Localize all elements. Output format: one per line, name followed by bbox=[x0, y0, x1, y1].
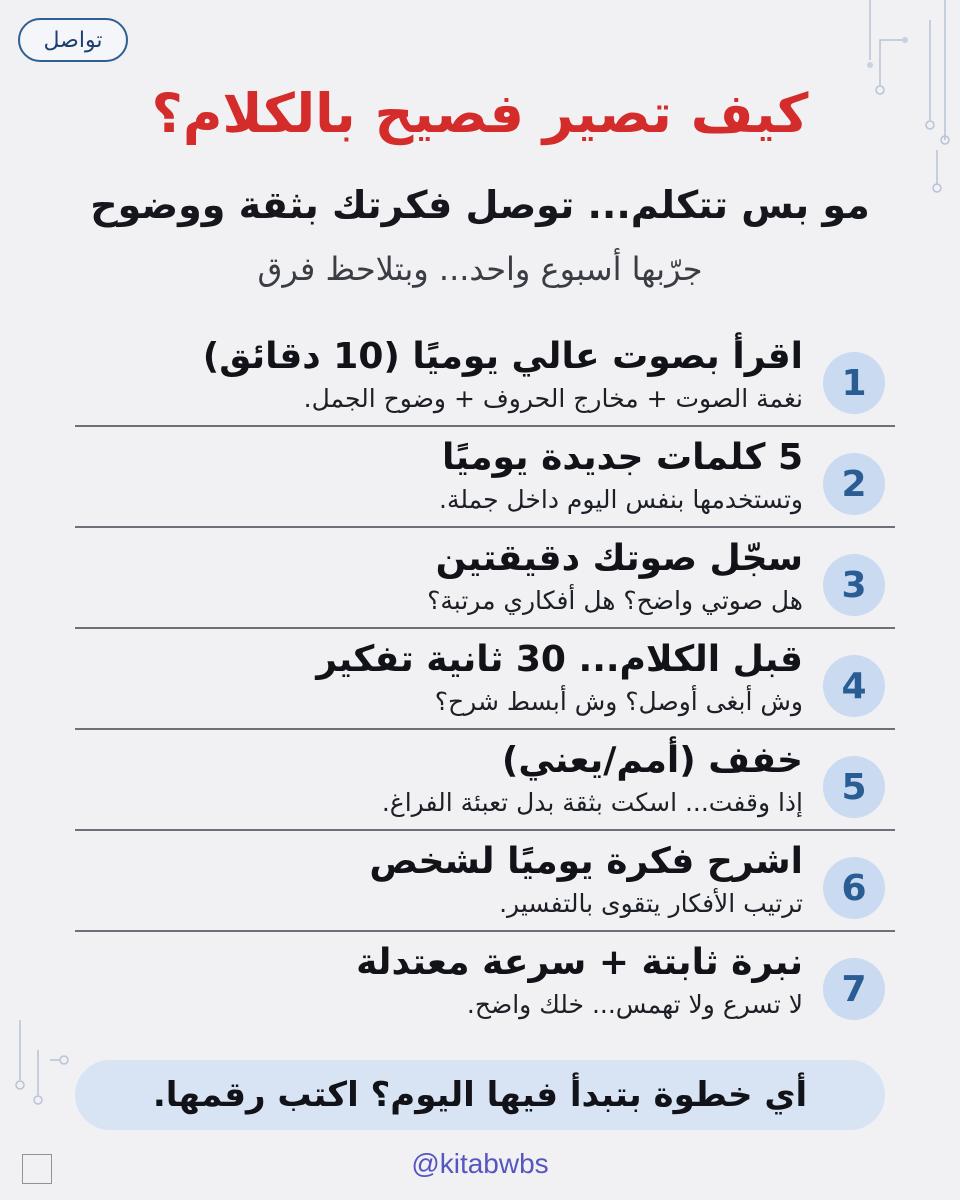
page-subtitle: مو بس تتكلم... توصل فكرتك بثقة ووضوح bbox=[90, 183, 870, 227]
step-description: هل صوتي واضح؟ هل أفكاري مرتبة؟ bbox=[427, 586, 803, 615]
step-number-badge: 1 bbox=[823, 352, 885, 414]
step-description: وتستخدمها بنفس اليوم داخل جملة. bbox=[439, 485, 803, 514]
step-title: قبل الكلام... 30 ثانية تفكير bbox=[316, 639, 803, 680]
page-title: كيف تصير فصيح بالكلام؟ bbox=[151, 82, 809, 145]
step-title: 5 كلمات جديدة يوميًا bbox=[441, 437, 803, 478]
step-description: وش أبغى أوصل؟ وش أبسط شرح؟ bbox=[434, 687, 803, 716]
step-number-badge: 6 bbox=[823, 857, 885, 919]
step-item bbox=[75, 326, 895, 427]
step-item bbox=[75, 528, 895, 629]
page-tagline: جرّبها أسبوع واحد... وبتلاحظ فرق bbox=[257, 250, 703, 288]
step-title: نبرة ثابتة + سرعة معتدلة bbox=[356, 942, 803, 983]
step-item bbox=[75, 730, 895, 831]
brand-label: تواصل bbox=[43, 27, 103, 53]
step-description: لا تسرع ولا تهمس... خلك واضح. bbox=[466, 990, 803, 1019]
step-description: نغمة الصوت + مخارج الحروف + وضوح الجمل. bbox=[303, 384, 803, 413]
step-title: اقرأ بصوت عالي يوميًا (10 دقائق) bbox=[202, 336, 803, 377]
step-number-badge: 5 bbox=[823, 756, 885, 818]
corner-square-decoration bbox=[22, 1154, 52, 1184]
cta-text: أي خطوة بتبدأ فيها اليوم؟ اكتب رقمها. bbox=[152, 1075, 808, 1115]
step-title: خفف (أمم/يعني) bbox=[501, 740, 803, 781]
step-number-badge: 7 bbox=[823, 958, 885, 1020]
step-item bbox=[75, 629, 895, 730]
step-item bbox=[75, 932, 895, 1033]
steps-list bbox=[75, 326, 895, 1033]
step-title: سجّل صوتك دقيقتين bbox=[435, 538, 803, 579]
step-description: إذا وقفت... اسكت بثقة بدل تعبئة الفراغ. bbox=[381, 788, 803, 817]
step-number-badge: 3 bbox=[823, 554, 885, 616]
brand-badge bbox=[18, 18, 128, 62]
social-handle: @kitabwbs bbox=[411, 1148, 549, 1179]
step-description: ترتيب الأفكار يتقوى بالتفسير. bbox=[499, 889, 803, 918]
step-number-badge: 4 bbox=[823, 655, 885, 717]
step-number-badge: 2 bbox=[823, 453, 885, 515]
call-to-action-banner bbox=[75, 1060, 885, 1130]
step-item bbox=[75, 831, 895, 932]
step-title: اشرح فكرة يوميًا لشخص bbox=[369, 841, 803, 882]
step-item bbox=[75, 427, 895, 528]
